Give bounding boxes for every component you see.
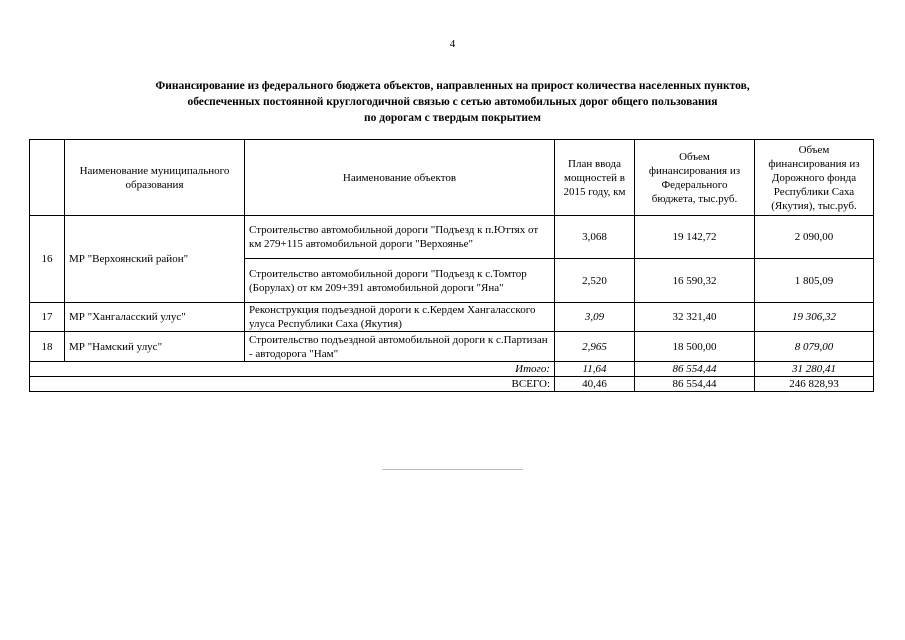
object-name: Строительство подъездной автомобильной дороги к с.Партизан - автодорога "Нам" (245, 332, 555, 362)
title-line-3: по дорогам с твердым покрытием (364, 112, 541, 124)
federal-funding-value: 18 500,00 (635, 332, 755, 362)
road-fund-value: 19 306,32 (755, 303, 874, 332)
financing-table (29, 139, 874, 392)
document-title (60, 78, 845, 126)
subtotal-row (30, 362, 874, 377)
title-line-1: Финансирование из федерального бюджета объектов, направленных на прирост количества населенных пунктов, (155, 80, 750, 92)
title-line-2: обеспеченных постоянной круглогодичной связью с сетью автомобильных дорог общего пользования (187, 96, 718, 108)
subtotal-road-fund: 31 280,41 (755, 362, 874, 377)
capacity-value: 3,068 (555, 216, 635, 259)
federal-funding-value: 32 321,40 (635, 303, 755, 332)
object-name: Реконструкция подъездной дороги к с.Кердем Хангаласского улуса Республики Саха (Якутия) (245, 303, 555, 332)
subtotal-capacity: 11,64 (555, 362, 635, 377)
header-num (30, 140, 65, 216)
total-federal: 86 554,44 (635, 377, 755, 392)
total-capacity: 40,46 (555, 377, 635, 392)
table-row (30, 332, 874, 362)
table-row (30, 216, 874, 259)
capacity-value: 2,965 (555, 332, 635, 362)
municipality-name: МР "Хангаласский улус" (65, 303, 245, 332)
municipality-name: МР "Намский улус" (65, 332, 245, 362)
subtotal-label: Итого: (30, 362, 555, 377)
page-number: 4 (449, 38, 456, 50)
header-federal-funding: Объем финансирования из Федерального бюджета, тыс.руб. (635, 140, 755, 216)
footer-divider (382, 469, 523, 470)
federal-funding-value: 19 142,72 (635, 216, 755, 259)
capacity-value: 3,09 (555, 303, 635, 332)
header-objects: Наименование объектов (245, 140, 555, 216)
total-row (30, 377, 874, 392)
row-number: 16 (30, 216, 65, 303)
row-number: 18 (30, 332, 65, 362)
federal-funding-value: 16 590,32 (635, 259, 755, 303)
row-number: 17 (30, 303, 65, 332)
object-name: Строительство автомобильной дороги "Подъезд к п.Юттях от км 279+115 автомобильной дороги "Верхоянье" (245, 216, 555, 259)
road-fund-value: 2 090,00 (755, 216, 874, 259)
municipality-name: МР "Верхоянский район" (65, 216, 245, 303)
header-municipality: Наименование муниципального образования (65, 140, 245, 216)
capacity-value: 2,520 (555, 259, 635, 303)
object-name: Строительство автомобильной дороги "Подъезд к с.Томтор (Борулах) от км 209+391 автомобильной дороги "Яна" (245, 259, 555, 303)
table-header-row (30, 140, 874, 216)
header-road-fund-funding: Объем финансирования из Дорожного фонда Республики Саха (Якутия), тыс.руб. (755, 140, 874, 216)
total-road-fund: 246 828,93 (755, 377, 874, 392)
road-fund-value: 8 079,00 (755, 332, 874, 362)
road-fund-value: 1 805,09 (755, 259, 874, 303)
table-row (30, 303, 874, 332)
header-capacity: План ввода мощностей в 2015 году, км (555, 140, 635, 216)
subtotal-federal: 86 554,44 (635, 362, 755, 377)
total-label: ВСЕГО: (30, 377, 555, 392)
